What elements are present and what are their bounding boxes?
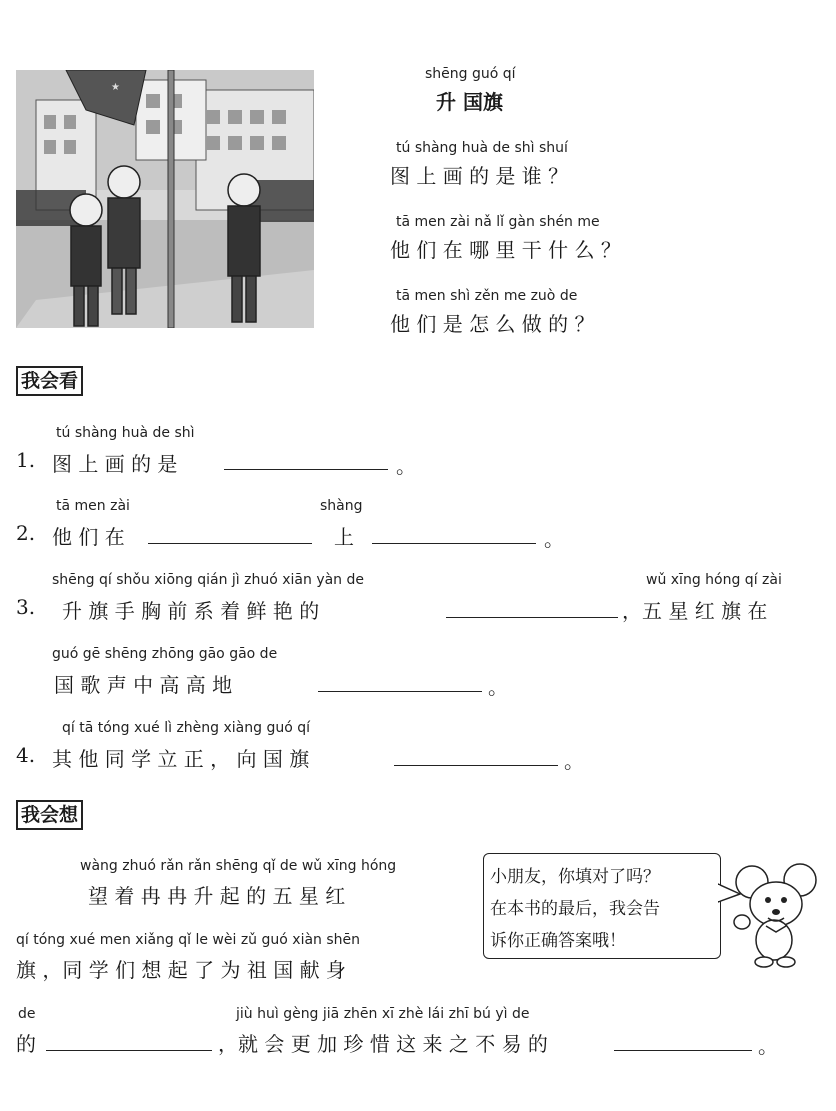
item-2-text: 他 们 在 — [52, 525, 125, 549]
item-1-period: 。 — [396, 454, 416, 478]
item-1-pinyin: tú shàng huà de shì — [56, 425, 195, 441]
question-3-text: 他 们 是 怎 么 做 的 ？ — [390, 312, 595, 336]
item-2-text-b: 上 — [334, 525, 354, 549]
item-4-pinyin: qí tā tóng xué lì zhèng xiàng guó qí — [62, 720, 311, 736]
section-label-look: 我会看 — [16, 366, 83, 396]
answer-blank-4[interactable] — [394, 765, 558, 766]
question-1-pinyin: tú shàng huà de shì shuí — [396, 140, 568, 156]
bubble-line-2: 在本书的最后，我会告 — [490, 899, 660, 919]
item-1-number: 1. — [16, 448, 36, 472]
item-3-pinyin-b: wǔ xīng hóng qí zài — [646, 572, 782, 588]
answer-blank-1[interactable] — [224, 469, 388, 470]
think-text-1: 望 着 冉 冉 升 起 的 五 星 红 — [88, 884, 346, 908]
item-3-text-c: 国 歌 声 中 高 高 地 — [54, 673, 233, 697]
speech-bubble — [483, 853, 721, 959]
think-text-2: 旗 ，同 学 们 想 起 了 为 祖 国 献 身 — [16, 958, 346, 982]
item-2-pinyin-b: shàng — [320, 498, 363, 514]
item-1-text: 图 上 画 的 是 — [52, 452, 178, 476]
answer-blank-5b[interactable] — [614, 1050, 752, 1051]
item-4-period: 。 — [564, 749, 584, 773]
svg-text:★: ★ — [111, 82, 120, 93]
think-period: 。 — [758, 1034, 778, 1058]
think-text-3b: ，就 会 更 加 珍 惜 这 来 之 不 易 的 — [218, 1032, 548, 1056]
think-pinyin-1: wàng zhuó rǎn rǎn shēng qǐ de wǔ xīng hóng — [80, 858, 397, 874]
item-4-text: 其 他 同 学 立 正 ， 向 国 旗 — [52, 747, 310, 771]
item-3-text: 升 旗 手 胸 前 系 着 鲜 艳 的 — [62, 599, 320, 623]
question-2-text: 他 们 在 哪 里 干 什 么 ？ — [390, 238, 621, 262]
item-3-number: 3. — [16, 595, 36, 619]
bubble-line-3: 诉你正确答案哦！ — [490, 931, 626, 951]
think-pinyin-2: qí tóng xué men xiǎng qǐ le wèi zǔ guó xiàn shēn — [16, 932, 361, 948]
question-1-text: 图 上 画 的 是 谁 ？ — [390, 164, 569, 188]
think-pinyin-3b: jiù huì gèng jiā zhēn xī zhè lái zhī bú yì de — [236, 1006, 530, 1022]
bubble-line-1: 小朋友，你填对了吗？ — [490, 867, 660, 887]
page-title: 升 国旗 — [436, 90, 503, 114]
answer-blank-2b[interactable] — [372, 543, 536, 544]
item-2-number: 2. — [16, 521, 36, 545]
title-pinyin: shēng guó qí — [425, 66, 516, 82]
question-2-pinyin: tā men zài nǎ lǐ gàn shén me — [396, 214, 600, 230]
item-2-pinyin: tā men zài — [56, 498, 130, 514]
think-pinyin-3a: de — [18, 1006, 36, 1022]
section-label-think: 我会想 — [16, 800, 83, 830]
flag-raising-illustration — [16, 70, 314, 328]
think-text-3a: 的 — [16, 1032, 36, 1056]
answer-blank-5a[interactable] — [46, 1050, 212, 1051]
item-4-number: 4. — [16, 743, 36, 767]
item-3-text-b: ，五 星 红 旗 在 — [622, 599, 768, 623]
question-3-pinyin: tā men shì zěn me zuò de — [396, 288, 578, 304]
item-3-period: 。 — [488, 675, 508, 699]
answer-blank-3a[interactable] — [446, 617, 618, 618]
answer-blank-3b[interactable] — [318, 691, 482, 692]
item-3-pinyin: shēng qí shǒu xiōng qián jì zhuó xiān yàn de — [52, 572, 365, 588]
answer-blank-2a[interactable] — [148, 543, 312, 544]
item-3-pinyin-c: guó gē shēng zhōng gāo gāo de — [52, 646, 278, 662]
item-2-period: 。 — [544, 527, 564, 551]
mouse-mascot-icon — [724, 860, 824, 970]
